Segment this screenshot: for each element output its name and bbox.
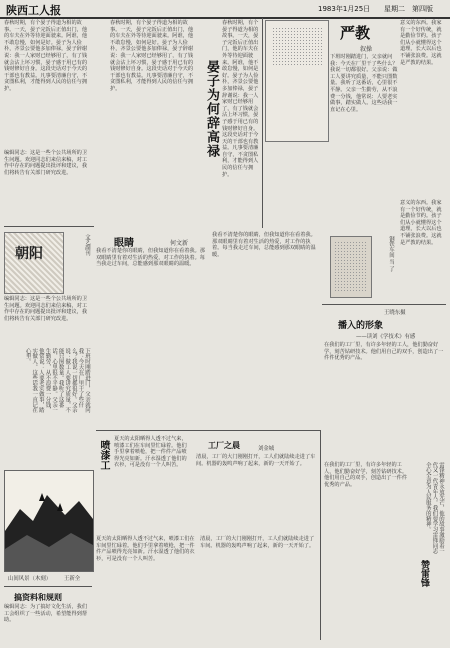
masthead (0, 0, 450, 19)
left-vertical-poem: 下班时刚踏进门，父亲就问我：今天在厂里干了些什么？我说一切都很好。父亲说：做工人要讲究质量，不能只图数量。我听了这番话，心里很不平静。父亲一生勤劳，从不浪费一分钱，他常说：人要老实做事，踏实做人。这些话我一直记在心里。 (24, 348, 90, 413)
photo-right-texture (334, 241, 368, 293)
column-rule (320, 430, 321, 640)
poem-big-author: 叙操 (360, 46, 373, 53)
rule (96, 430, 320, 431)
masthead-title: 陕西工人报 (6, 4, 61, 17)
dawn-column-subtitle: 文艺副刊 (84, 234, 90, 256)
photo-right (330, 236, 372, 298)
framed-illustration (265, 20, 329, 142)
bottom-mid-body-2: 清晨，工厂的大门刚刚打开，工人们就陆续走进了车间。机器的轰鸣声响了起来，新的一天开始了。 (200, 536, 315, 549)
poem-right-body: 在我们的工厂里，有许多年轻的工人，他们勤奋好学，刻苦钻研技术。他们用自己的双手，创造出了一件件优秀的产品。 (324, 342, 444, 362)
tide-body: 清晨，工厂的大门刚刚打开，工人们就陆续走进了车间。机器的轰鸣声响了起来，新的一天开始了。 (196, 454, 316, 467)
poem-big-title: 严教 (340, 24, 371, 42)
column-rule (262, 18, 263, 228)
poem-right-title: 播入的形象 (338, 321, 384, 331)
main-article-body: 春秋时期，有个晏子得道为相的故事。一天，晏子完饭后正值出门，他的车夫在外等待迎面驶来。阿谁，他不敢怠慢，如何是好。晏子为人俭朴，齐景公要他多加俸禄，晏子辞谢说：我一人家财已经够用了，有了钱就会沾上坏习惯，晏子感于用已有的钱财修好自身。这段史话对于今天的干部也有教益。凡事要清廉自守，不贪图私利，才能得到人民的信任与拥护。 (4, 20, 88, 92)
photo-right-caption: 钢铁车间 当 了 (388, 236, 394, 272)
tide-headline: 工厂之晨 (208, 440, 240, 450)
eyes-headline: 眼睛 (114, 238, 134, 249)
woodcut-caption: 山间风景（木刻） (8, 576, 52, 582)
eyes-body: 我看不清楚你的眼睛，但我知道你在看着我。那双眼睛里有着对生活的热爱，对工作的执着。每当我走过车间，总能感到那双眼睛的温暖。 (96, 248, 205, 268)
illustration-texture (272, 27, 322, 67)
woodcut-image (4, 470, 94, 572)
eyes-body-2: 我看不清楚你的眼睛，但我知道你在看着我。那双眼睛里有着对生活的热爱，对工作的执着。每当我走过车间，总能感到那双眼睛的温暖。 (212, 232, 316, 258)
right-top-body: 意义的东西。我家有一个好传统，就是勤俭节约。孩子们从小就懂得这个道理，长大以后也不铺张浪费。这就是严教的结果。 (400, 200, 442, 246)
rule (4, 226, 94, 227)
main-article-continued-2: 春秋时期，有个晏子得道为相的故事。一天，晏子完饭后正值出门，他的车夫在外等待迎面驶来。阿谁，他不敢怠慢，如何是好。晏子为人俭朴，齐景公要他多加俸禄，晏子辞谢说：我一人家财已经够用了，有了钱就会沾上坏习惯，晏子感于用已有的钱财修好自身。这段史话对于今天的干部也有教益。凡事要清廉自守，不贪图私利，才能得到人民的信任与拥护。 (222, 20, 259, 178)
spray-body: 夏天的太阳晒得人透不过气来，喷漆工们在车间里忙碌着。他们手里拿着喷枪，把一件件产品喷得光亮如新。汗水湿透了他们的衣衫，可是没有一个人叫苦。 (114, 436, 187, 469)
photo-right-credit: 王晓东摄 (384, 310, 406, 316)
rule (4, 586, 92, 587)
right-column-body: 意义的东西。我家有一个好传统，就是勤俭节约。孩子们从小就懂得这个道理，长大以后也不铺张浪费。这就是严教的结果。 (400, 20, 442, 66)
eyes-author: 何文新 (170, 240, 189, 247)
notice-body: 编辑同志：这是一些个公共场所的卫生问题。欢迎同志们来信来稿，对工作中存在的问题提出批评和建议，我们将转告有关部门研究改进。 (4, 150, 88, 176)
masthead-weekday: 星期二 (384, 5, 405, 13)
left-small-article: 编辑同志：这是一些个公共场所的卫生问题。欢迎同志们来信来稿，对工作中存在的问题提出批评和建议，我们将转告有关部门研究改进。 (4, 296, 88, 322)
bottom-right-body: 在我们的工厂里，有许多年轻的工人，他们勤奋好学，刻苦钻研技术。他们用自己的双手，创造出了一件件优秀的产品。 (324, 462, 408, 488)
dawn-column-banner (4, 232, 64, 294)
masthead-date: 1983年1月25日 (318, 5, 371, 13)
poem-big-body: 下班时刚踏进门，父亲就问我：今天在厂里干了些什么？我说一切都很好。父亲说：做工人要讲究质量，不能只图数量。我听了这番话，心里很不平静。父亲一生勤劳，从不浪费一分钱，他常说：人要老实做事，踏实做人。这些话我一直记在心里。 (330, 54, 398, 113)
spray-headline: 喷漆工 (98, 440, 109, 470)
main-article-headline: 晏子为何辞高禄 (204, 60, 219, 158)
rule (322, 304, 446, 305)
masthead-page: 第四版 (412, 5, 433, 13)
bottom-mid-body-1: 夏天的太阳晒得人透不过气来，喷漆工们在车间里忙碌着。他们手里拿着喷枪，把一件件产品喷得光亮如新。汗水湿透了他们的衣衫，可是没有一个人叫苦。 (96, 536, 195, 562)
poem-right-sub: ——读刘《学技术》有感 (356, 334, 416, 340)
dawn-column-title: 朝阳 (15, 246, 43, 262)
bottom-right-headline: 赞雷锋 (419, 560, 429, 587)
bottom-left-body: 编辑同志：为了搞好文化生活，我们工会组织了一些活动，希望能得到帮助。 (4, 604, 88, 624)
woodcut-drawing (5, 471, 93, 571)
bottom-left-headline: 搞资料和规则 (14, 592, 62, 602)
main-article-continued: 春秋时期，有个晏子得道为相的故事。一天，晏子完饭后正值出门，他的车夫在外等待迎面驶来。阿谁，他不敢怠慢，如何是好。晏子为人俭朴，齐景公要他多加俸禄，晏子辞谢说：我一人家财已经够用了，有了钱就会沾上坏习惯，晏子感于用已有的钱财修好自身。这段史话对于今天的干部也有教益。凡事要清廉自守，不贪图私利，才能得到人民的信任与拥护。 (110, 20, 194, 92)
bottom-right-vertical: 雷锋精神永放光芒，他的故事激励着一代又一代青年人。我们要学习雷锋同志全心全意为人民服务的精神。 (424, 462, 444, 554)
tide-author: 刘金城 (258, 446, 275, 452)
woodcut-artist: 王新全 (64, 576, 81, 582)
